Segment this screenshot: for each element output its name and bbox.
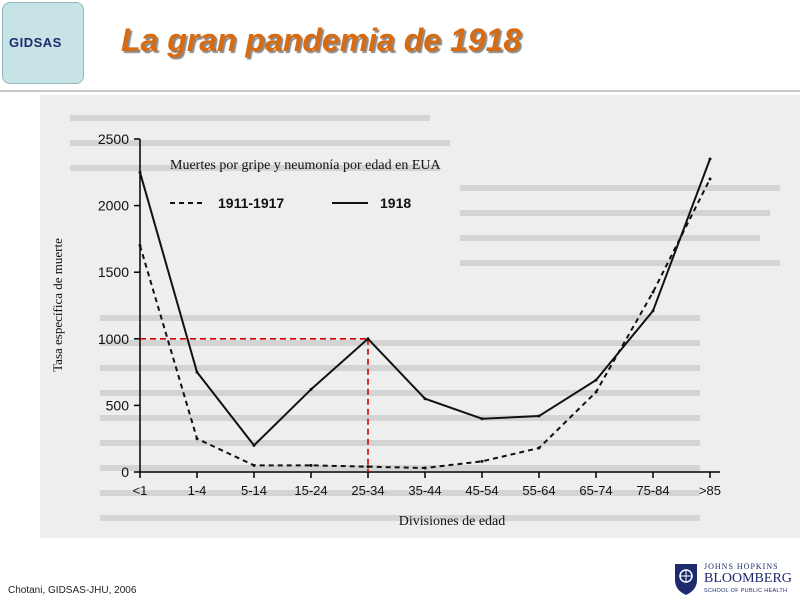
data-point-1918 xyxy=(310,388,313,391)
x-tick-label: 75-84 xyxy=(636,483,670,498)
header-divider xyxy=(0,90,800,92)
jhu-bloomberg-logo xyxy=(670,562,798,598)
series-line-1911-1917 xyxy=(140,179,710,468)
data-point-1911-1917 xyxy=(595,391,598,394)
logo-text: GIDSAS xyxy=(9,35,62,50)
y-tick-label: 1000 xyxy=(97,330,129,347)
page-title: La gran pandemia de 1918 xyxy=(121,22,522,58)
x-tick-label: >85 xyxy=(698,483,722,498)
data-point-1918 xyxy=(367,337,370,340)
x-tick-label: 1-4 xyxy=(187,483,207,498)
data-point-1918 xyxy=(595,379,598,382)
data-point-1911-1917 xyxy=(709,177,712,180)
y-tick-label: 500 xyxy=(105,397,129,414)
data-point-1911-1917 xyxy=(481,460,484,463)
data-point-1911-1917 xyxy=(196,437,199,440)
gidsas-logo xyxy=(2,2,84,84)
bloomberg-name: BLOOMBERG xyxy=(704,571,792,586)
data-point-1918 xyxy=(481,417,484,420)
chart-container xyxy=(40,95,800,538)
jhu-name: JOHNS HOPKINS xyxy=(704,562,779,571)
data-point-1911-1917 xyxy=(652,291,655,294)
y-axis-label: Tasa específica de muerte xyxy=(50,238,65,372)
y-tick-label: 0 xyxy=(121,464,129,480)
y-tick-label: 2500 xyxy=(97,131,129,147)
data-point-1918 xyxy=(139,171,142,174)
scan-background xyxy=(70,115,780,521)
data-point-1918 xyxy=(709,157,712,160)
data-point-1911-1917 xyxy=(139,244,142,247)
x-tick-label: <1 xyxy=(132,483,148,498)
data-point-1918 xyxy=(196,371,199,374)
data-point-1918 xyxy=(253,444,256,447)
x-axis-label: Divisiones de edad xyxy=(398,514,506,529)
x-tick-label: 55-64 xyxy=(522,483,556,498)
death-rate-chart xyxy=(40,95,800,538)
x-tick-label: 45-54 xyxy=(465,483,499,498)
y-tick-label: 1500 xyxy=(97,264,129,281)
footer-credit: Chotani, GIDSAS-JHU, 2006 xyxy=(8,585,137,596)
y-tick-label: 2000 xyxy=(97,197,129,214)
x-tick-label: 65-74 xyxy=(579,483,613,498)
x-tick-label: 25-34 xyxy=(351,483,385,498)
data-point-1911-1917 xyxy=(367,465,370,468)
data-point-1911-1917 xyxy=(424,467,427,470)
x-tick-label: 35-44 xyxy=(408,483,442,498)
chart-title: Muertes por gripe y neumonía por edad en EUA xyxy=(170,158,441,173)
data-point-1911-1917 xyxy=(310,464,313,467)
x-tick-label: 5-14 xyxy=(240,483,268,498)
data-point-1918 xyxy=(652,309,655,312)
legend-label-1918: 1918 xyxy=(380,195,412,211)
x-tick-label: 15-24 xyxy=(294,483,328,498)
shield-icon xyxy=(672,562,700,596)
legend-label-1911-1917: 1911-1917 xyxy=(218,195,285,211)
data-point-1918 xyxy=(424,397,427,400)
data-point-1918 xyxy=(538,415,541,418)
school-name: SCHOOL OF PUBLIC HEALTH xyxy=(704,588,788,594)
data-point-1911-1917 xyxy=(538,447,541,450)
data-point-1911-1917 xyxy=(253,464,256,467)
